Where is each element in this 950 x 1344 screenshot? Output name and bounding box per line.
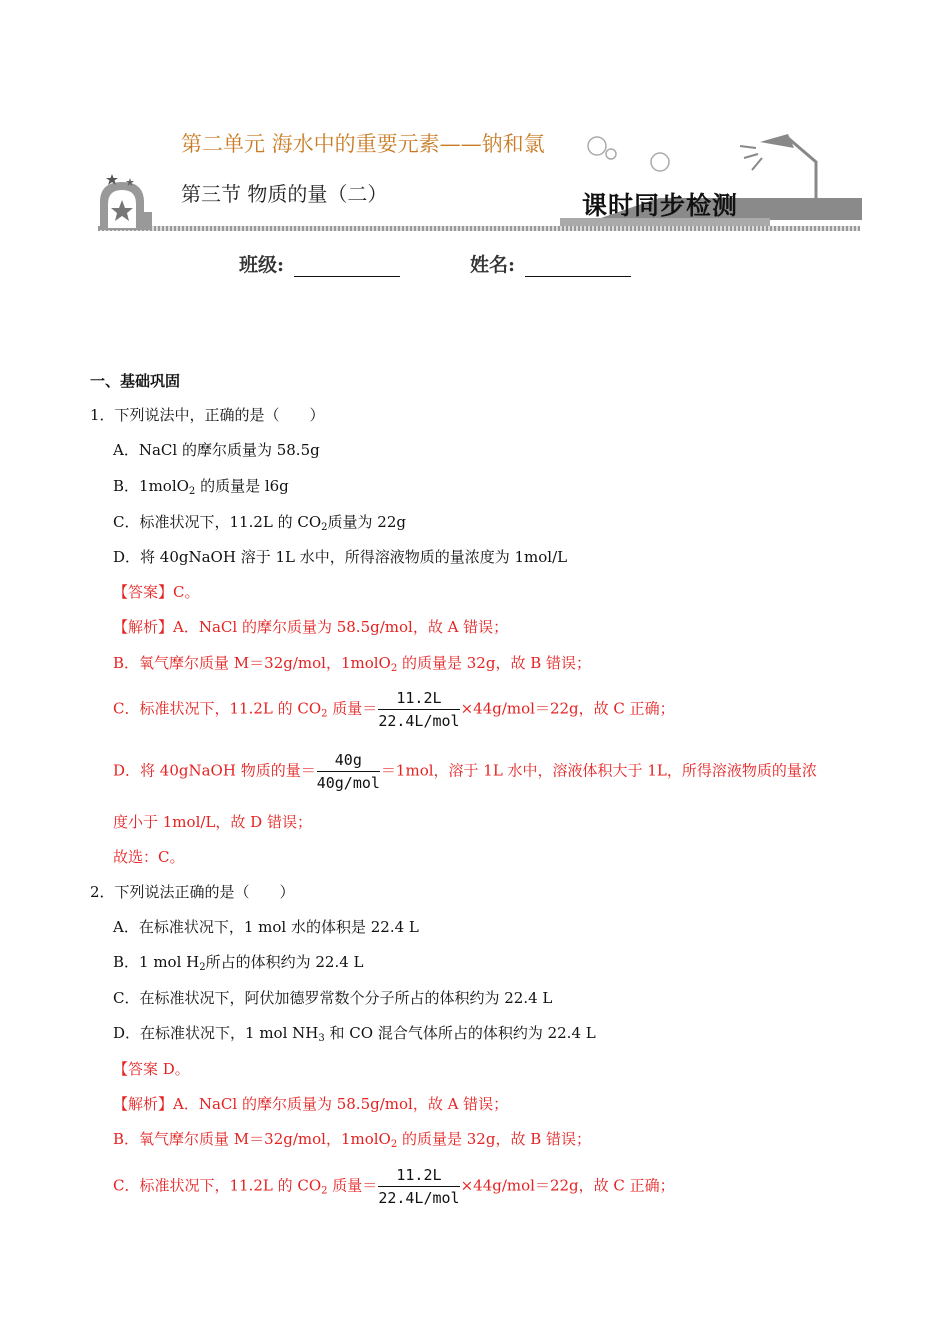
header-divider [98,226,860,231]
text-segment: 和 CO 混合气体所占的体积约为 22.4 L [324,1024,596,1042]
text-segment: B．氧气摩尔质量 M＝32g/mol，1molO [113,654,391,672]
text-segment: A．NaCl 的摩尔质量为 58.5g [113,441,320,459]
fraction [378,1165,459,1208]
question-line [90,405,325,425]
text-segment: 质量＝ [327,1176,378,1195]
text-segment: 质量＝ [327,699,378,718]
answer-line [113,1129,591,1155]
fraction [317,750,380,793]
option-line [113,952,364,978]
question-line [90,882,295,902]
option-line [113,917,419,937]
subscript: 2 [390,663,398,674]
subscript: 2 [390,1139,398,1150]
text-segment: 【答案】C。 [113,583,200,601]
fraction-denominator: 22.4L/mol [378,712,460,730]
star-badge-icon [98,172,154,232]
answer-line [113,617,508,637]
answer-line [113,750,817,793]
text-segment: D．将 40gNaOH 物质的量＝ [113,761,316,780]
class-field[interactable] [239,250,400,277]
text-segment: 一、基础巩固 [90,372,181,390]
text-segment: B．1molO [113,477,189,495]
text-segment: 的质量是 32g，故 B 错误； [397,1130,592,1148]
desk-lamp-icon [738,130,818,202]
text-segment: B．1 mol H [113,953,200,971]
class-blank[interactable] [294,256,400,277]
text-segment: 【解析】A．NaCl 的摩尔质量为 58.5g/mol，故 A 错误； [113,1095,509,1113]
fraction [378,688,459,731]
subscript: 2 [321,708,328,720]
option-line [113,988,552,1008]
unit-title: 第二单元 海水中的重要元素——钠和氯 [181,132,545,156]
answer-line [113,1165,675,1208]
option-line [113,440,320,460]
text-segment: ×44g/mol＝22g，故 C 正确； [460,1176,675,1195]
option-line [113,547,567,567]
name-field[interactable] [470,250,631,277]
section-title: 第三节 物质的量（二） [181,182,388,206]
text-segment: B．氧气摩尔质量 M＝32g/mol，1molO [113,1130,391,1148]
answer-line [113,812,312,832]
text-segment: 故选：C。 [113,848,185,866]
text-segment: 质量为 22g [327,513,406,531]
text-segment: 的质量是 l6g [195,477,289,495]
brand-title: 课时同步检测 [582,191,739,220]
text-segment: 的质量是 32g，故 B 错误； [397,654,592,672]
fraction-denominator: 22.4L/mol [378,1189,460,1207]
subscript: 3 [318,1033,325,1044]
text-segment: C．标准状况下，11.2L 的 CO [113,699,322,718]
answer-line [113,1059,190,1079]
option-line [113,1023,596,1049]
fraction-denominator: 40g/mol [316,774,380,792]
name-blank[interactable] [525,256,631,277]
text-segment: D．在标准状况下，1 mol NH [113,1024,319,1042]
text-segment: C．在标准状况下，阿伏加德罗常数个分子所占的体积约为 22.4 L [113,989,553,1007]
class-label: 班级: [239,254,285,276]
answer-line [113,582,199,602]
option-line [113,512,406,538]
text-segment: C．标准状况下，11.2L 的 CO [113,513,322,531]
text-segment: 所占的体积约为 22.4 L [205,953,364,971]
text-segment: 【解析】A．NaCl 的摩尔质量为 58.5g/mol，故 A 错误； [113,618,509,636]
text-segment: 2．下列说法正确的是（ ） [90,883,295,901]
subscript: 2 [321,522,328,533]
subscript: 2 [321,1185,328,1197]
fraction-numerator: 11.2L [378,688,459,710]
option-line [113,476,289,502]
text-segment: 【答案 D。 [113,1060,190,1078]
name-label: 姓名: [470,254,516,276]
section-heading [90,371,180,391]
fraction-numerator: 11.2L [378,1165,459,1187]
fraction-numerator: 40g [317,750,380,772]
subscript: 2 [199,962,206,973]
text-segment: ×44g/mol＝22g，故 C 正确； [460,699,675,718]
text-segment: 度小于 1mol/L，故 D 错误； [113,813,312,831]
answer-line [113,847,184,867]
answer-line [113,1094,508,1114]
text-segment: ＝1mol，溶于 1L 水中，溶液体积大于 1L，所得溶液物质的量浓 [380,761,817,780]
text-segment: A．在标准状况下，1 mol 水的体积是 22.4 L [113,918,419,936]
text-segment: D．将 40gNaOH 溶于 1L 水中，所得溶液物质的量浓度为 1mol/L [113,548,568,566]
bubbles-icon [585,130,685,180]
answer-line [113,653,591,679]
subscript: 2 [188,486,196,497]
text-segment: C．标准状况下，11.2L 的 CO [113,1176,322,1195]
text-segment: 1．下列说法中，正确的是（ ） [90,406,325,424]
answer-line [113,688,675,731]
